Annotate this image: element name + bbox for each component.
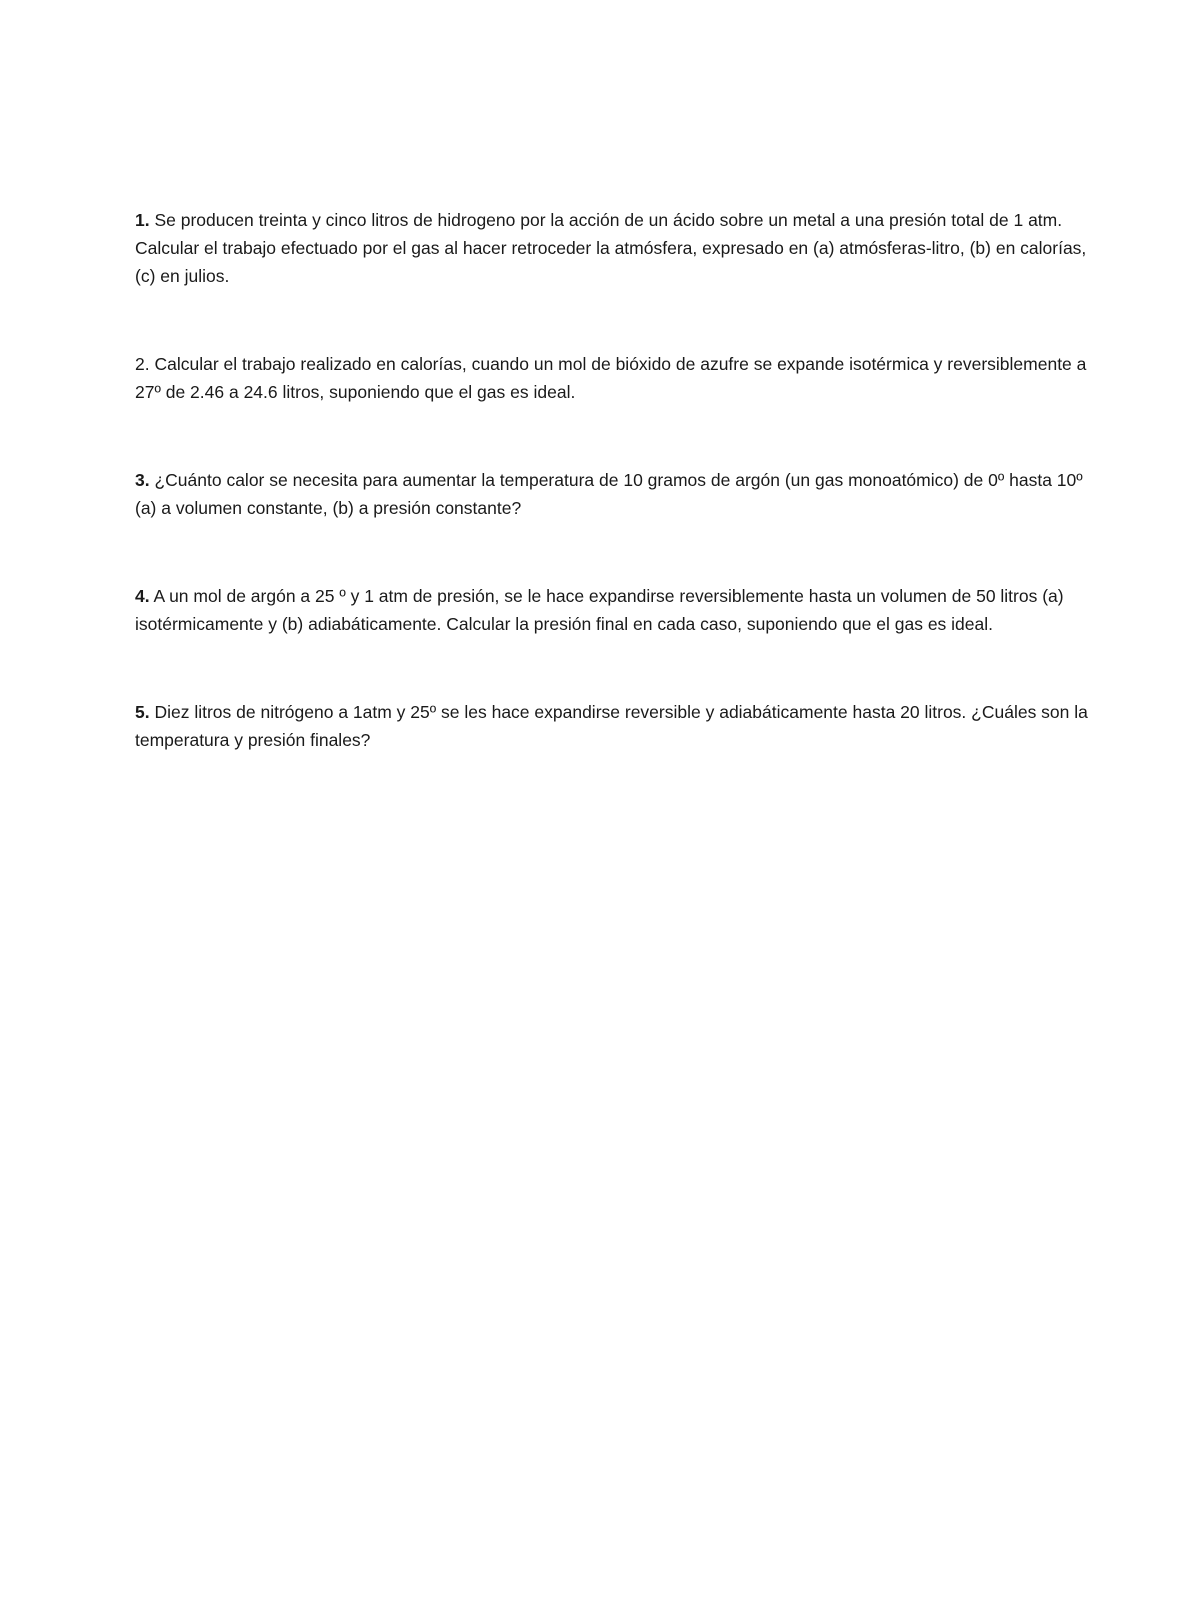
problem-3-number: 3.	[135, 470, 150, 490]
problem-1-number: 1.	[135, 210, 150, 230]
problem-5	[135, 698, 1095, 754]
problem-1-text: Se producen treinta y cinco litros de hidrogeno por la acción de un ácido sobre un metal a una presión total de 1 atm. Calcular el trabajo efectuado por el gas al hacer retroceder la atmósfera, expresado en (a) atmósferas-litro, (b) en calorías, (c) en julios.	[135, 210, 1087, 286]
problem-5-text: Diez litros de nitrógeno a 1atm y 25º se les hace expandirse reversible y adiabáticamente hasta 20 litros. ¿Cuáles son la temperatura y presión finales?	[135, 702, 1088, 750]
problem-4	[135, 582, 1095, 638]
problem-3	[135, 466, 1095, 522]
problem-5-number: 5.	[135, 702, 150, 722]
problem-3-text: ¿Cuánto calor se necesita para aumentar la temperatura de 10 gramos de argón (un gas monoatómico) de 0º hasta 10º (a) a volumen constante, (b) a presión constante?	[135, 470, 1083, 518]
problem-4-number: 4.	[135, 586, 150, 606]
problem-4-text: A un mol de argón a 25 º y 1 atm de presión, se le hace expandirse reversiblemente hasta un volumen de 50 litros (a) isotérmicamente y (b) adiabáticamente. Calcular la presión final en cada caso, suponiendo que el gas es ideal.	[135, 586, 1064, 634]
problem-1	[135, 206, 1095, 290]
problem-2-text: Calcular el trabajo realizado en calorías, cuando un mol de bióxido de azufre se expande isotérmica y reversiblemente a 27º de 2.46 a 24.6 litros, suponiendo que el gas es ideal.	[135, 354, 1087, 402]
problem-2-number: 2.	[135, 354, 150, 374]
problem-2	[135, 350, 1095, 406]
problem-list	[135, 206, 1095, 754]
